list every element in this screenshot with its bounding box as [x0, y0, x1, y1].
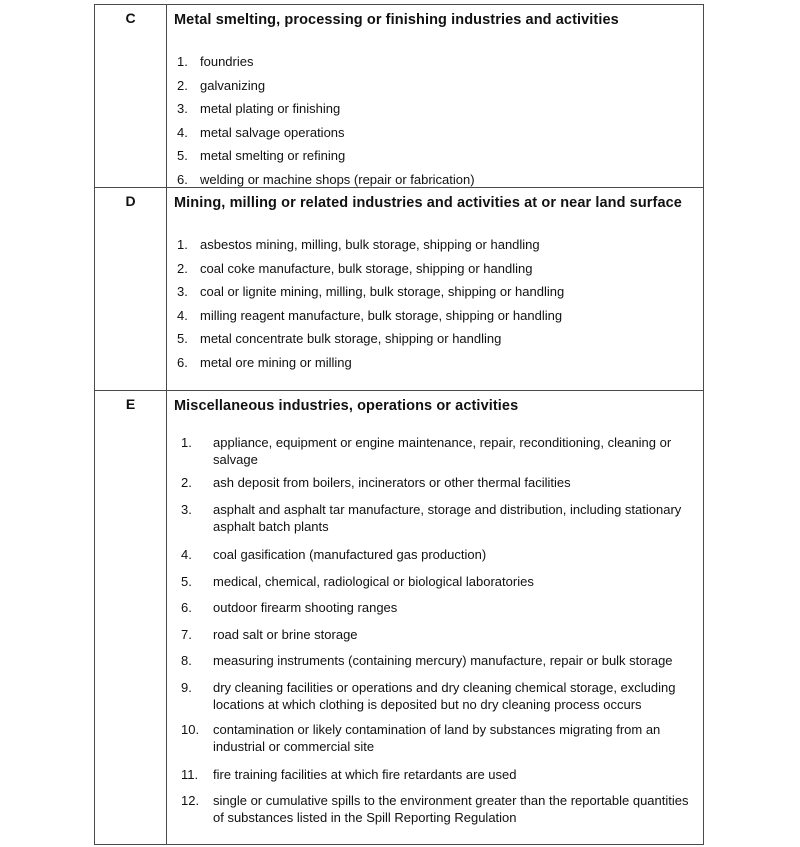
list-item — [177, 304, 695, 328]
item-text: fire training facilities at which fire retardants are used — [213, 766, 517, 782]
list-item — [177, 74, 695, 98]
item-number: 3. — [181, 502, 192, 517]
section-code: D — [95, 188, 167, 390]
list-item — [181, 546, 695, 563]
section-body — [167, 391, 703, 844]
item-number: 1. — [181, 435, 192, 450]
section-body — [167, 5, 703, 187]
section-row-c — [95, 5, 703, 187]
item-number: 3. — [177, 101, 188, 117]
item-number: 2. — [181, 475, 192, 490]
item-number: 5. — [177, 331, 188, 347]
list-item — [181, 573, 695, 590]
item-text: measuring instruments (containing mercury) manufacture, repair or bulk storage — [213, 653, 673, 668]
item-number: 12. — [181, 793, 200, 808]
item-number: 1. — [177, 54, 188, 70]
section-title: Mining, milling or related industries and activities at or near land surface — [174, 195, 682, 211]
section-title: Metal smelting, processing or finishing industries and activities — [174, 12, 619, 28]
item-text: appliance, equipment or engine maintenance, repair, reconditioning, cleaning or salvage — [213, 435, 672, 467]
item-number: 2. — [177, 77, 188, 93]
item-text: coal or lignite mining, milling, bulk storage, shipping or handling — [200, 284, 565, 300]
item-number: 3. — [177, 284, 188, 300]
list-item — [181, 766, 695, 783]
item-number: 6. — [177, 171, 188, 187]
list-item — [177, 50, 695, 74]
list-item — [181, 501, 695, 535]
list-item — [181, 599, 695, 616]
item-text: metal plating or finishing — [200, 101, 341, 117]
section-body — [167, 188, 703, 390]
item-text: metal ore mining or milling — [200, 354, 352, 370]
list-item — [181, 792, 695, 826]
list-item — [181, 721, 695, 755]
section-code: C — [95, 5, 167, 187]
list-item — [181, 434, 695, 468]
item-number: 6. — [177, 354, 188, 370]
item-list — [174, 434, 695, 826]
list-item — [181, 679, 695, 713]
item-number: 5. — [181, 573, 192, 589]
item-number: 11. — [181, 766, 199, 782]
list-item — [177, 144, 695, 168]
item-list — [174, 233, 695, 374]
list-item — [177, 97, 695, 121]
item-text: asphalt and asphalt tar manufacture, storage and distribution, including stationary asphalt batch plants — [213, 502, 682, 534]
list-item — [177, 351, 695, 375]
item-text: single or cumulative spills to the environment greater than the reportable quantities of substances listed in the Spill Reporting Regulation — [213, 793, 689, 825]
list-item — [181, 626, 695, 643]
list-item — [177, 121, 695, 145]
item-text: medical, chemical, radiological or biological laboratories — [213, 573, 534, 589]
item-text: foundries — [200, 54, 254, 70]
list-item — [177, 280, 695, 304]
section-row-d — [95, 187, 703, 390]
item-number: 6. — [181, 600, 192, 615]
item-text: asbestos mining, milling, bulk storage, shipping or handling — [200, 237, 540, 253]
activities-table — [94, 4, 704, 845]
list-item — [177, 257, 695, 281]
item-number: 4. — [177, 124, 188, 140]
item-text: coal gasification (manufactured gas production) — [213, 547, 487, 562]
item-text: metal smelting or refining — [200, 148, 346, 164]
list-item — [177, 327, 695, 351]
item-number: 1. — [177, 237, 188, 253]
item-text: contamination or likely contamination of land by substances migrating from an industrial or commercial site — [213, 721, 661, 754]
item-number: 4. — [177, 307, 188, 323]
list-item — [177, 233, 695, 257]
item-text: welding or machine shops (repair or fabrication) — [200, 171, 475, 187]
item-number: 10. — [181, 721, 200, 737]
item-text: galvanizing — [200, 77, 266, 93]
item-text: road salt or brine storage — [213, 626, 358, 642]
item-text: dry cleaning facilities or operations and dry cleaning chemical storage, excluding locations at which clothing is deposited but no dry cleaning process occurs — [213, 679, 676, 712]
item-text: ash deposit from boilers, incinerators or other thermal facilities — [213, 475, 571, 490]
item-text: metal concentrate bulk storage, shipping or handling — [200, 331, 502, 347]
item-text: metal salvage operations — [200, 124, 345, 140]
list-item — [181, 652, 695, 669]
list-item — [181, 474, 695, 491]
section-code: E — [95, 391, 167, 844]
item-number: 2. — [177, 260, 188, 276]
item-number: 7. — [181, 626, 192, 642]
section-title: Miscellaneous industries, operations or activities — [174, 398, 519, 414]
item-text: outdoor firearm shooting ranges — [213, 600, 398, 615]
section-row-e — [95, 390, 703, 844]
item-list — [174, 50, 695, 191]
item-number: 5. — [177, 148, 188, 164]
item-text: coal coke manufacture, bulk storage, shipping or handling — [200, 260, 533, 276]
item-number: 8. — [181, 653, 192, 668]
item-text: milling reagent manufacture, bulk storage, shipping or handling — [200, 307, 563, 323]
item-number: 9. — [181, 679, 192, 695]
item-number: 4. — [181, 547, 192, 562]
